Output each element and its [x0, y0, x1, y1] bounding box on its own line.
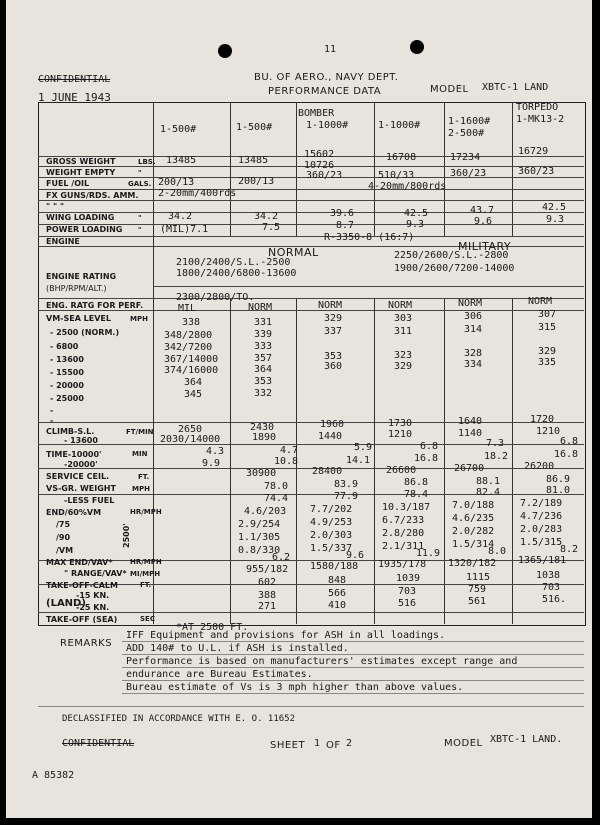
vm-15500-6: 335: [538, 357, 557, 368]
remarks-line-2: ADD 140# to U.L. if ASH is installed.: [126, 643, 349, 654]
label-max-end: MAX END/VAV*: [46, 558, 113, 567]
less-fuel-6: 81.0: [546, 485, 571, 496]
takeoff-25-6: 516.: [542, 594, 567, 605]
max-end-5: 8.0: [488, 546, 507, 557]
vm-13600-6: 329: [538, 346, 557, 357]
label-alt-15500: - 15500: [50, 368, 84, 377]
end-60-2: 4.6/203: [244, 506, 287, 517]
col-header-1: 1-500#: [160, 124, 197, 135]
col-header-6: 1-MK13-2: [516, 114, 565, 125]
takeoff-25-3: 410: [328, 600, 347, 611]
normal-heading: NORMAL: [268, 246, 319, 259]
engine-rating-military-2: 1900/2600/7200-14000: [394, 263, 515, 274]
unit-ditto-2: ": [138, 214, 142, 222]
range-2: 955/182: [246, 564, 289, 575]
label-range: " RANGE/VAV*: [64, 569, 127, 578]
fuel-oil-2: 200/13: [238, 176, 275, 187]
label-gross-weight: GROSS WEIGHT: [46, 157, 116, 166]
time-20000-4: 16.8: [414, 453, 439, 464]
label-land: (LAND): [46, 598, 86, 609]
takeoff-15-6: 703: [542, 582, 561, 593]
takeoff-calm-5: 1115: [466, 572, 491, 583]
end-90-2: 1.1/305: [238, 532, 281, 543]
fuel-oil-1: 200/13: [158, 177, 195, 188]
vm-15500-3: 360: [324, 361, 343, 372]
fuel-oil-6: 360/23: [518, 166, 555, 177]
label-time-10000: TIME-10000': [46, 450, 102, 459]
label-fuel-oil: FUEL /OIL: [46, 179, 90, 188]
vm-2500-4: 311: [394, 326, 413, 337]
climb-13600-4: 1210: [388, 429, 413, 440]
engine-rating-normal-2: 1800/2400/6800-13600: [176, 268, 297, 279]
altitude-footnote: *AT 2500 FT.: [176, 622, 249, 633]
end-vm-4: 2.1/311: [382, 541, 425, 552]
takeoff-calm-6: 1038: [536, 570, 561, 581]
unit-ft-2: FT.: [140, 581, 152, 589]
time-10000-4: 6.8: [420, 441, 439, 452]
unit-hrmph-2: HR/MPH: [130, 558, 162, 566]
label-alt-2500: - 2500 (NORM.): [50, 328, 120, 337]
takeoff-25-4: 516: [398, 598, 417, 609]
label-less-fuel: -LESS FUEL: [64, 496, 115, 505]
takeoff-calm-2: 602: [258, 577, 277, 588]
label-vm: /VM: [56, 546, 74, 555]
unit-min: MIN: [132, 450, 148, 458]
military-heading: MILITARY: [458, 240, 512, 253]
label-wing-loading: WING LOADING: [46, 213, 115, 222]
service-ceil-2: 30900: [246, 468, 277, 479]
label-service-ceil: SERVICE CEIL.: [46, 472, 110, 481]
range-4: 1935/178: [378, 559, 427, 570]
remarks-line-1: IFF Equipment and provisions for ASH in all loadings.: [126, 630, 446, 641]
end-75-4: 6.7/233: [382, 515, 425, 526]
label-2500ft-vertical: 2500': [122, 523, 131, 548]
fuel-oil-5: 360/23: [450, 168, 487, 179]
less-fuel-4: 78.4: [404, 489, 429, 500]
takeoff-15-3: 566: [328, 588, 347, 599]
time-10000-6: 6.8: [560, 436, 579, 447]
sheet-number: 1: [314, 738, 321, 749]
power-loading-6: 9.3: [546, 214, 565, 225]
vm-sl-6: 307: [538, 309, 557, 320]
end-60-4: 10.3/187: [382, 502, 431, 513]
label-climb-13600: - 13600: [64, 436, 98, 445]
unit-mimph: MI/MPH: [130, 570, 161, 578]
col-header-2: 1-500#: [236, 122, 273, 133]
service-ceil-5: 26700: [454, 463, 485, 474]
vm-2500-5: 314: [464, 324, 483, 335]
end-90-5: 2.0/282: [452, 526, 495, 537]
end-75-6: 4.7/236: [520, 511, 563, 522]
gross-weight-1: 13485: [166, 155, 197, 166]
end-60-3: 7.7/202: [310, 504, 353, 515]
gross-weight-5: 17234: [450, 152, 481, 163]
vm-sl-5: 306: [464, 311, 483, 322]
service-ceil-3: 28400: [312, 466, 343, 477]
engine-rating-military-1: 2250/2600/S.L.-2800: [394, 250, 509, 261]
bureau-title: BU. OF AERO., NAVY DEPT.: [254, 72, 399, 83]
doc-title: PERFORMANCE DATA: [268, 86, 382, 97]
vm-15500-4: 329: [394, 361, 413, 372]
vm-25000-2: 332: [254, 388, 273, 399]
vm-20000-2: 353: [254, 376, 273, 387]
vs-gr-4: 86.8: [404, 477, 429, 488]
vm-sl-3: 329: [324, 313, 343, 324]
time-10000-2: 4.7: [280, 445, 299, 456]
vm-15500-2: 364: [254, 364, 273, 375]
gross-weight-3: 15602: [304, 149, 335, 160]
label-eng-rating-perf: ENG. RATG FOR PERF.: [46, 301, 144, 310]
takeoff-15-5: 759: [468, 584, 487, 595]
takeoff-25-2: 271: [258, 601, 277, 612]
time-10000-1: 4.3: [206, 446, 225, 457]
unit-ftmin: FT/MIN: [126, 428, 154, 436]
end-vm-2: 0.8/330: [238, 545, 281, 556]
vs-gr-2: 78.0: [264, 481, 289, 492]
climb-sl-5: 1640: [458, 416, 483, 427]
service-ceil-6: 26200: [524, 461, 555, 472]
range-6: 1365/181: [518, 555, 567, 566]
climb-sl-6: 1720: [530, 414, 555, 425]
col-header-bomber-label: BOMBER: [298, 108, 335, 119]
vm-2500-6: 315: [538, 322, 557, 333]
vm-13600-5: 328: [464, 348, 483, 359]
climb-sl-1: 2650: [178, 424, 203, 435]
end-vm-6: 1.5/315: [520, 537, 563, 548]
label-25kn: -25 KN.: [76, 603, 110, 612]
vm-2500-1: 348/2800: [164, 330, 213, 341]
form-number: A 85382: [32, 770, 75, 781]
takeoff-25-5: 561: [468, 596, 487, 607]
label-alt-20000: - 20000: [50, 381, 84, 390]
vs-gr-6: 86.9: [546, 474, 571, 485]
time-20000-2: 10.8: [274, 456, 299, 467]
remarks-line-5: Bureau estimate of Vs is 3 mph higher than above values.: [126, 682, 464, 693]
power-loading-4: 9.3: [406, 219, 425, 230]
perf-rating-4: NORM: [388, 300, 413, 311]
vm-2500-2: 339: [254, 329, 273, 340]
label-time-20000: -20000': [64, 460, 98, 469]
label-90: /90: [56, 533, 71, 542]
end-75-2: 2.9/254: [238, 519, 281, 530]
model-value: XBTC-1 LAND: [482, 82, 549, 93]
label-15kn: -15 KN.: [76, 591, 110, 600]
vm-13600-3: 353: [324, 351, 343, 362]
page-mark: 11: [324, 44, 337, 55]
document-sheet: [6, 0, 592, 818]
takeoff-calm-4: 1039: [396, 573, 421, 584]
declassified-stamp: DECLASSIFIED IN ACCORDANCE WITH E. O. 11652: [62, 714, 295, 724]
service-ceil-4: 26600: [386, 465, 417, 476]
col-header-4: 1-1000#: [378, 120, 421, 131]
vm-2500-3: 337: [324, 326, 343, 337]
vm-6800-1: 342/7200: [164, 342, 213, 353]
less-fuel-2: 74.4: [264, 493, 289, 504]
label-takeoff-sea: TAKE-OFF (SEA): [46, 615, 118, 624]
footer-model: XBTC-1 LAND.: [490, 734, 563, 745]
max-end-3: 9.6: [346, 550, 365, 561]
label-alt-25000: - 25000: [50, 394, 84, 403]
unit-mph-2: MPH: [132, 485, 150, 493]
unit-gals: GALS.: [128, 180, 152, 188]
model-label: MODEL: [430, 84, 469, 95]
unit-ditto-3: ": [138, 226, 142, 234]
col-header-5a: 1-1600#: [448, 116, 491, 127]
label-75: /75: [56, 520, 71, 529]
end-vm-5: 1.5/314: [452, 539, 495, 550]
label-power-loading: POWER LOADING: [46, 225, 123, 234]
climb-13600-6: 1210: [536, 426, 561, 437]
vm-sl-2: 331: [254, 317, 273, 328]
max-end-2: 6.2: [272, 552, 291, 563]
unit-ditto-1: ": [138, 169, 142, 177]
sheet-of: OF: [326, 740, 341, 751]
unit-hrmph: HR/MPH: [130, 508, 162, 516]
sheet-total: 2: [346, 738, 353, 749]
climb-13600-5: 1140: [458, 428, 483, 439]
end-75-5: 4.6/235: [452, 513, 495, 524]
time-10000-5: 7.3: [486, 438, 505, 449]
label-takeoff-calm: TAKE-OFF-CALM: [46, 581, 118, 590]
perf-rating-3: NORM: [318, 300, 343, 311]
power-loading-1: (MIL)7.1: [160, 224, 209, 235]
vs-gr-5: 88.1: [476, 476, 501, 487]
range-5: 1320/182: [448, 558, 497, 569]
classification-bottom: CONFIDENTIAL: [62, 738, 135, 749]
climb-13600-1: 2030/14000: [160, 434, 221, 445]
engine-model: R-3350-8 (16:7): [324, 232, 415, 243]
less-fuel-5: 82.4: [476, 487, 501, 498]
power-loading-5: 9.6: [474, 216, 493, 227]
time-10000-3: 5.9: [354, 442, 373, 453]
time-20000-3: 14.1: [346, 455, 371, 466]
max-end-6: 8.2: [560, 544, 579, 555]
vm-13600-2: 357: [254, 353, 273, 364]
vm-15500-5: 334: [464, 359, 483, 370]
engine-rating-normal-1: 2100/2400/S.L.-2500: [176, 257, 291, 268]
date: 1 JUNE 1943: [38, 91, 111, 104]
remarks-label: REMARKS: [60, 638, 113, 649]
end-60-5: 7.0/188: [452, 500, 495, 511]
label-guns-ditto: " " ": [46, 202, 65, 211]
col-header-torpedo-label: TORPEDO: [516, 102, 559, 113]
end-90-3: 2.0/303: [310, 530, 353, 541]
wing-loading-6: 42.5: [542, 202, 567, 213]
label-vm-sea-level: VM-SEA LEVEL: [46, 314, 111, 323]
power-loading-3: 8.7: [336, 220, 355, 231]
sheet-label: SHEET: [270, 740, 306, 751]
vm-13600-1: 367/14000: [164, 354, 219, 365]
perf-rating-1: MIL: [178, 303, 197, 314]
label-climb: CLIMB-S.L.: [46, 427, 95, 436]
end-60-6: 7.2/189: [520, 498, 563, 509]
label-engine-rating: ENGINE RATING: [46, 272, 117, 281]
end-90-4: 2.8/280: [382, 528, 425, 539]
wing-loading-3: 39.6: [330, 208, 355, 219]
wing-loading-4: 42.5: [404, 208, 429, 219]
footer-model-label: MODEL: [444, 738, 483, 749]
unit-ft: FT.: [138, 473, 150, 481]
wing-loading-2: 34.2: [254, 211, 279, 222]
weight-empty: 10726: [304, 160, 335, 171]
vm-15500-1: 374/16000: [164, 365, 219, 376]
label-alt-6800: - 6800: [50, 342, 79, 351]
vm-25000-1: 345: [184, 389, 203, 400]
label-engine-rating-sub: (BHP/RPM/ALT.): [46, 284, 107, 293]
label-alt-blank2: -: [50, 416, 54, 425]
unit-sec: SEC: [140, 615, 155, 623]
label-guns: FX GUNS/RDS. AMM.: [46, 191, 139, 200]
end-90-6: 2.0/283: [520, 524, 563, 535]
remarks-line-3: Performance is based on manufacturers' estimates except range and: [126, 656, 518, 667]
unit-lbs: LBS.: [138, 158, 156, 166]
gross-weight-6: 16729: [518, 146, 549, 157]
fuel-oil-4: 510/33: [378, 170, 415, 181]
max-end-4: 11.9: [416, 548, 441, 559]
takeoff-calm-3: 848: [328, 575, 347, 586]
climb-13600-2: 1890: [252, 432, 277, 443]
fuel-oil-3: 360/23: [306, 170, 343, 181]
remarks-line-4: endurance are Bureau Estimates.: [126, 669, 313, 680]
unit-mph: MPH: [130, 315, 148, 323]
time-20000-6: 16.8: [554, 449, 579, 460]
climb-sl-2: 2430: [250, 422, 275, 433]
label-weight-empty: WEIGHT EMPTY: [46, 168, 116, 177]
end-vm-3: 1.5/337: [310, 543, 353, 554]
guns-1: 2-20mm/400rds: [158, 188, 237, 199]
wing-loading-1: 34.2: [168, 211, 193, 222]
vm-20000-1: 364: [184, 377, 203, 388]
climb-sl-4: 1730: [388, 418, 413, 429]
col-header-5b: 2-500#: [448, 128, 485, 139]
takeoff-15-2: 388: [258, 590, 277, 601]
vm-sl-4: 303: [394, 313, 413, 324]
guns-2: 4-20mm/800rds: [368, 181, 447, 192]
punch-hole-left: [218, 44, 232, 58]
vm-13600-4: 323: [394, 350, 413, 361]
engine-rating-extra: 2300/2800/TO.: [176, 292, 255, 303]
col-header-3: 1-1000#: [306, 120, 349, 131]
vs-gr-3: 83.9: [334, 479, 359, 490]
label-alt-13600: - 13600: [50, 355, 84, 364]
gross-weight-2: 13485: [238, 155, 269, 166]
label-vs-gr-weight: VS-GR. WEIGHT: [46, 484, 116, 493]
range-3: 1580/188: [310, 561, 359, 572]
power-loading-2: 7.5: [262, 222, 281, 233]
perf-rating-5: NORM: [458, 298, 483, 309]
time-20000-5: 18.2: [484, 451, 509, 462]
classification-top: CONFIDENTIAL: [38, 74, 111, 85]
takeoff-15-4: 703: [398, 586, 417, 597]
label-engine: ENGINE: [46, 237, 80, 246]
end-75-3: 4.9/253: [310, 517, 353, 528]
wing-loading-5: 43.7: [470, 205, 495, 216]
vm-6800-2: 333: [254, 341, 273, 352]
perf-rating-2: NORM: [248, 302, 273, 313]
label-alt-blank1: -: [50, 406, 54, 415]
gross-weight-4: 16708: [386, 152, 417, 163]
climb-13600-3: 1440: [318, 431, 343, 442]
less-fuel-3: 77.9: [334, 491, 359, 502]
time-20000-1: 9.9: [202, 458, 221, 469]
vm-sl-1: 338: [182, 317, 201, 328]
perf-rating-6: NORM: [528, 296, 553, 307]
climb-sl-3: 1960: [320, 419, 345, 430]
label-end-60vm: END/60%VM: [46, 508, 102, 517]
punch-hole-right: [410, 40, 424, 54]
